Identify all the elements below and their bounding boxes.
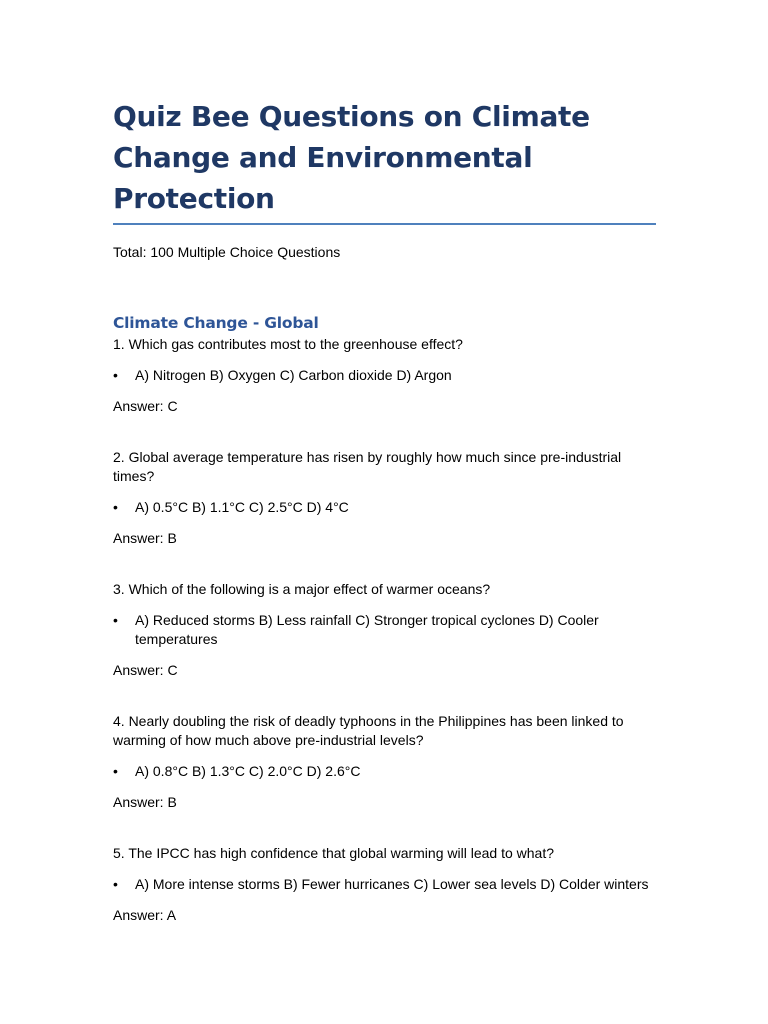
options-list <box>113 366 656 385</box>
question-item <box>113 580 656 680</box>
bullet-icon: • <box>113 763 118 779</box>
options-list <box>113 875 656 894</box>
bullet-icon: • <box>113 876 118 892</box>
question-item <box>113 844 656 925</box>
question-item <box>113 335 656 416</box>
options-text: A) 0.5°C B) 1.1°C C) 2.5°C D) 4°C <box>135 499 349 515</box>
answer-text: Answer: C <box>113 662 178 678</box>
bullet-icon: • <box>113 367 118 383</box>
bullet-icon: • <box>113 499 118 515</box>
section-heading: Climate Change - Global <box>113 314 319 332</box>
options-text: A) 0.8°C B) 1.3°C C) 2.0°C D) 2.6°C <box>135 763 361 779</box>
answer-text: Answer: A <box>113 907 177 923</box>
options-list <box>113 762 656 781</box>
document-page <box>113 96 656 925</box>
document-subtitle: Total: 100 Multiple Choice Questions <box>113 244 341 260</box>
options-item <box>113 762 656 781</box>
document-title: Quiz Bee Questions on Climate Change and Environmental Protection <box>113 96 656 225</box>
bullet-icon: • <box>113 612 118 628</box>
options-text: A) Nitrogen B) Oxygen C) Carbon dioxide D) Argon <box>135 367 452 383</box>
options-list <box>113 611 656 649</box>
options-item <box>113 498 656 517</box>
question-text: 2. Global average temperature has risen by roughly how much since pre-industrial times? <box>113 449 622 484</box>
answer-text: Answer: B <box>113 794 177 810</box>
answer-text: Answer: C <box>113 398 178 414</box>
options-list <box>113 498 656 517</box>
question-text: 4. Nearly doubling the risk of deadly typhoons in the Philippines has been linked to warming of how much above pre-industrial levels? <box>113 713 624 748</box>
options-text: A) More intense storms B) Fewer hurricanes C) Lower sea levels D) Colder winters <box>135 876 649 892</box>
question-text: 5. The IPCC has high confidence that global warming will lead to what? <box>113 845 554 861</box>
options-item <box>113 366 656 385</box>
options-item <box>113 611 656 649</box>
question-item <box>113 712 656 812</box>
answer-text: Answer: B <box>113 530 177 546</box>
question-item <box>113 448 656 548</box>
options-text: A) Reduced storms B) Less rainfall C) Stronger tropical cyclones D) Cooler temperatures <box>135 612 599 647</box>
options-item <box>113 875 656 894</box>
question-text: 3. Which of the following is a major effect of warmer oceans? <box>113 581 491 597</box>
question-text: 1. Which gas contributes most to the greenhouse effect? <box>113 336 463 352</box>
